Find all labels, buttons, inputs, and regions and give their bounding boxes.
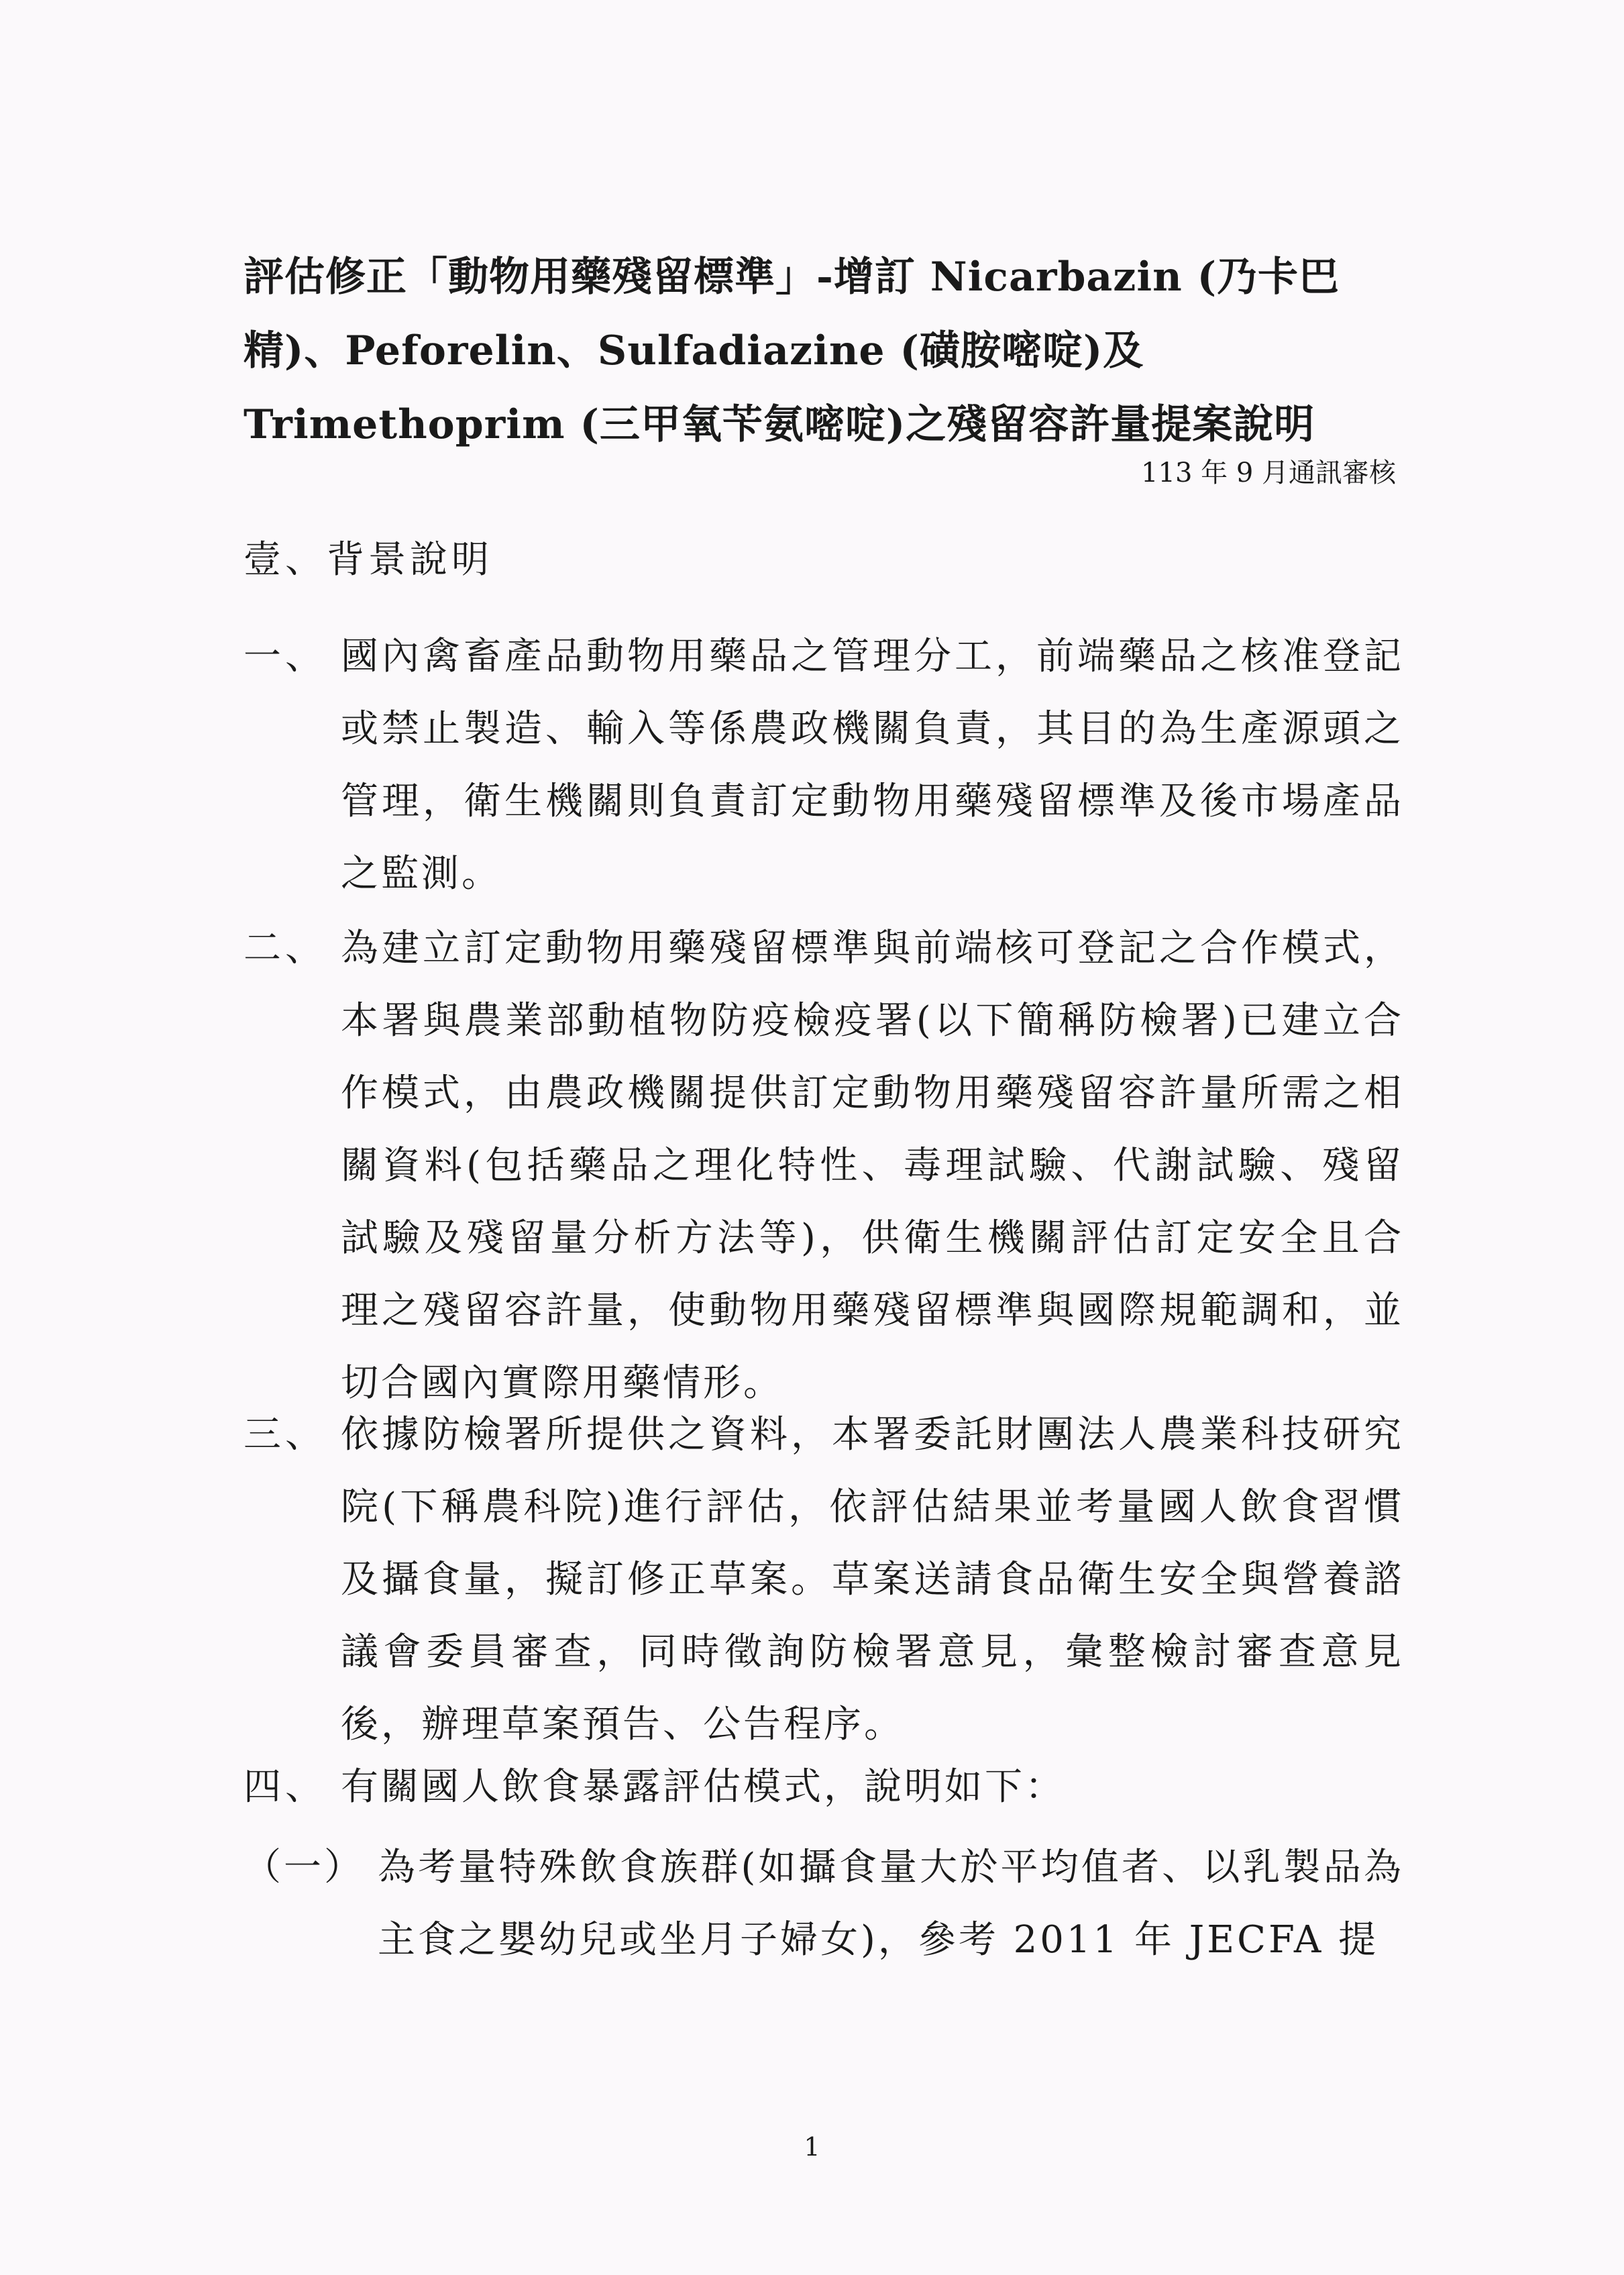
sub-list-item bbox=[243, 1832, 1404, 1976]
document-title: 評估修正「動物用藥殘留標準」-增訂 Nicarbazin (乃卡巴精)、Peforelin、Sulfadiazine (磺胺嘧啶)及 Trimethoprim (三甲氧苄氨嘧啶)之殘留容許量提案說明 bbox=[243, 254, 1340, 448]
item-text: 依據防檢署所提供之資料，本署委託財團法人農業科技研究院(下稱農科院)進行評估，依評估結果並考量國人飲食習慣及攝食量，擬訂修正草案。草案送請食品衛生安全與營養諮議會委員審查，同時徵詢防檢署意見，彙整檢討審查意見後，辦理草案預告、公告程序。 bbox=[341, 1413, 1404, 1746]
subitem-number: （一） bbox=[243, 1846, 364, 1889]
list-item bbox=[243, 1751, 1404, 1823]
subitem-text: 為考量特殊飲食族群(如攝食量大於平均值者、以乳製品為主食之嬰幼兒或坐月子婦女)，參考 2011 年 JECFA 提 bbox=[378, 1846, 1404, 1962]
list-item bbox=[243, 1399, 1404, 1761]
item-number: 一、 bbox=[243, 635, 327, 678]
list-item bbox=[243, 621, 1404, 910]
item-text: 為建立訂定動物用藥殘留標準與前端核可登記之合作模式，本署與農業部動植物防疫檢疫署(以下簡稱防檢署)已建立合作模式，由農政機關提供訂定動物用藥殘留容許量所需之相關資料(包括藥品之理化特性、毒理試驗、代謝試驗、殘留試驗及殘留量分析方法等)，供衛生機關評估訂定安全且合理之殘留容許量，使動物用藥殘留標準與國際規範調和，並切合國內實際用藥情形。 bbox=[341, 927, 1404, 1405]
page-number: 1 bbox=[804, 2132, 820, 2162]
section-heading: 壹、背景說明 bbox=[243, 538, 493, 582]
item-text: 國內禽畜產品動物用藥品之管理分工，前端藥品之核准登記或禁止製造、輸入等係農政機關負責，其目的為生產源頭之管理，衛生機關則負責訂定動物用藥殘留標準及後市場產品之監測。 bbox=[341, 635, 1404, 896]
item-number: 二、 bbox=[243, 927, 327, 970]
item-text: 有關國人飲食暴露評估模式，說明如下： bbox=[341, 1765, 1065, 1809]
list-item bbox=[243, 912, 1404, 1420]
review-date: 113 年 9 月通訊審核 bbox=[1141, 458, 1396, 488]
item-number: 三、 bbox=[243, 1413, 327, 1457]
item-number: 四、 bbox=[243, 1765, 327, 1809]
